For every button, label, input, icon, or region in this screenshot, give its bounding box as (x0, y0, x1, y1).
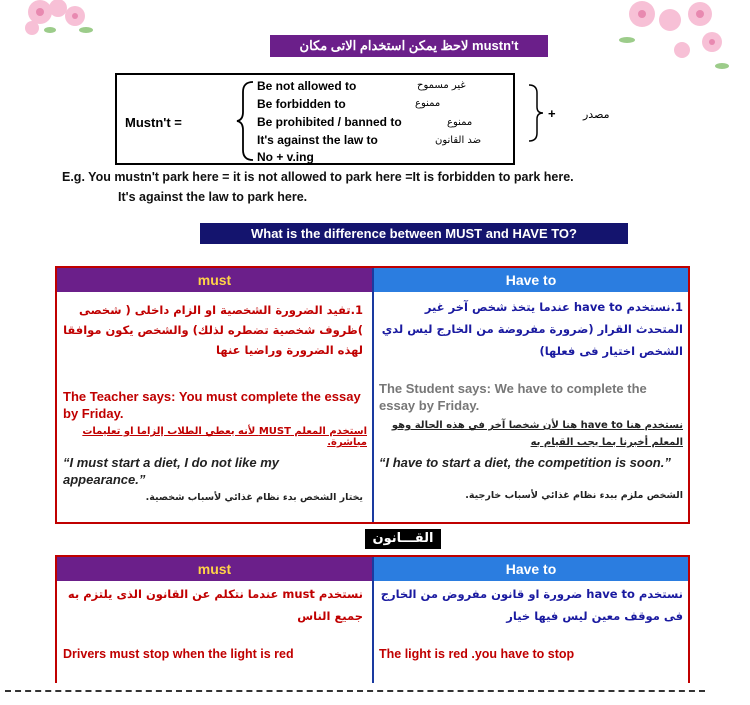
must-law-explanation: نستخدم must عندما نتكلم عن القانون الذى يلتزم به جميع الناس (67, 587, 363, 623)
must-explanation: 1.تفيد الضرورة الشخصية او الزام داخلى ( شخصى )ظروف شخصية تضطره لذلك) والشخص يكون موافقا لهذه الضرورة وراضيا عنها (63, 303, 363, 357)
definition-item-ar: ضد القانون (435, 135, 482, 146)
masdar-label: مصدر (583, 108, 610, 121)
must-reason: يختار الشخص بدء نظام غذائي لأسباب شخصية. (145, 492, 363, 503)
have-to-explanation: 1.نستخدم have to عندما يتخذ شخص آخر غير المتحدث القرار (ضرورة مفروضة من الخارج ليس لدي الشخص اختيار فى فعلها) (381, 300, 683, 358)
must-header: must (57, 557, 372, 581)
have-to-example: The Student says: We have to complete the essay by Friday. (379, 381, 647, 413)
comparison-table-2 (55, 555, 690, 683)
definition-box (115, 73, 515, 165)
column-divider (372, 268, 374, 522)
law-label: القـــانون (365, 529, 441, 549)
must-header: must (57, 268, 372, 292)
definition-item-en: It's against the law to (257, 133, 378, 147)
section-question: What is the difference between MUST and HAVE TO? (200, 223, 628, 244)
column-divider (372, 557, 374, 683)
must-note: استخدم المعلم MUST لأنه يعطي الطلاب إلزاما او تعليمات مباشرة. (82, 426, 367, 448)
example-line-2: It's against the law to park here. (118, 190, 308, 204)
right-brace-icon (527, 83, 547, 143)
have-to-header: Have to (374, 268, 688, 292)
comparison-table-1 (55, 266, 690, 524)
page-title: لاحظ يمكن استخدام الاتى مكان mustn't (270, 35, 548, 57)
left-brace-icon (235, 80, 255, 162)
definition-term: Mustn't = (125, 115, 182, 130)
have-to-quote: “I have to start a diet, the competition is soon.” (379, 455, 671, 470)
have-to-note: نستخدم هنا have to هنا لأن شخصا آخر في هذه الحالة وهو المعلم أخبرنا بما يجب القيام به (391, 420, 683, 448)
example-line-1: E.g. You mustn't park here = it is not allowed to park here =It is forbidden to park here. (62, 170, 574, 184)
definition-item-en: Be forbidden to (257, 97, 346, 111)
have-to-law-explanation: نستخدم have to ضرورة او قانون مفروض من الخارج فى موقف معين ليس فيها خيار (380, 587, 683, 623)
definition-item-ar: ممنوع (415, 98, 441, 109)
flower-decoration-left-icon (20, 0, 95, 40)
have-to-law-example: The light is red .you have to stop (379, 647, 575, 661)
must-example: The Teacher says: You must complete the essay by Friday. (63, 389, 361, 421)
definition-item-ar: ممنوع (447, 117, 473, 128)
flower-decoration-right-icon (612, 0, 732, 75)
definition-item-en: Be prohibited / banned to (257, 115, 402, 129)
have-to-reason: الشخص ملزم ببدء نظام غذائي لأسباب خارجية. (465, 490, 683, 501)
plus-sign: + (548, 106, 556, 121)
must-quote: “I must start a diet, I do not like my appearance.” (63, 455, 279, 487)
definition-item-en: Be not allowed to (257, 79, 357, 93)
definition-item-en: No + v.ing (257, 150, 314, 164)
cut-line-divider (5, 690, 705, 692)
have-to-header: Have to (374, 557, 688, 581)
definition-item-ar: غير مسموح (417, 80, 466, 91)
must-law-example: Drivers must stop when the light is red (63, 647, 294, 661)
